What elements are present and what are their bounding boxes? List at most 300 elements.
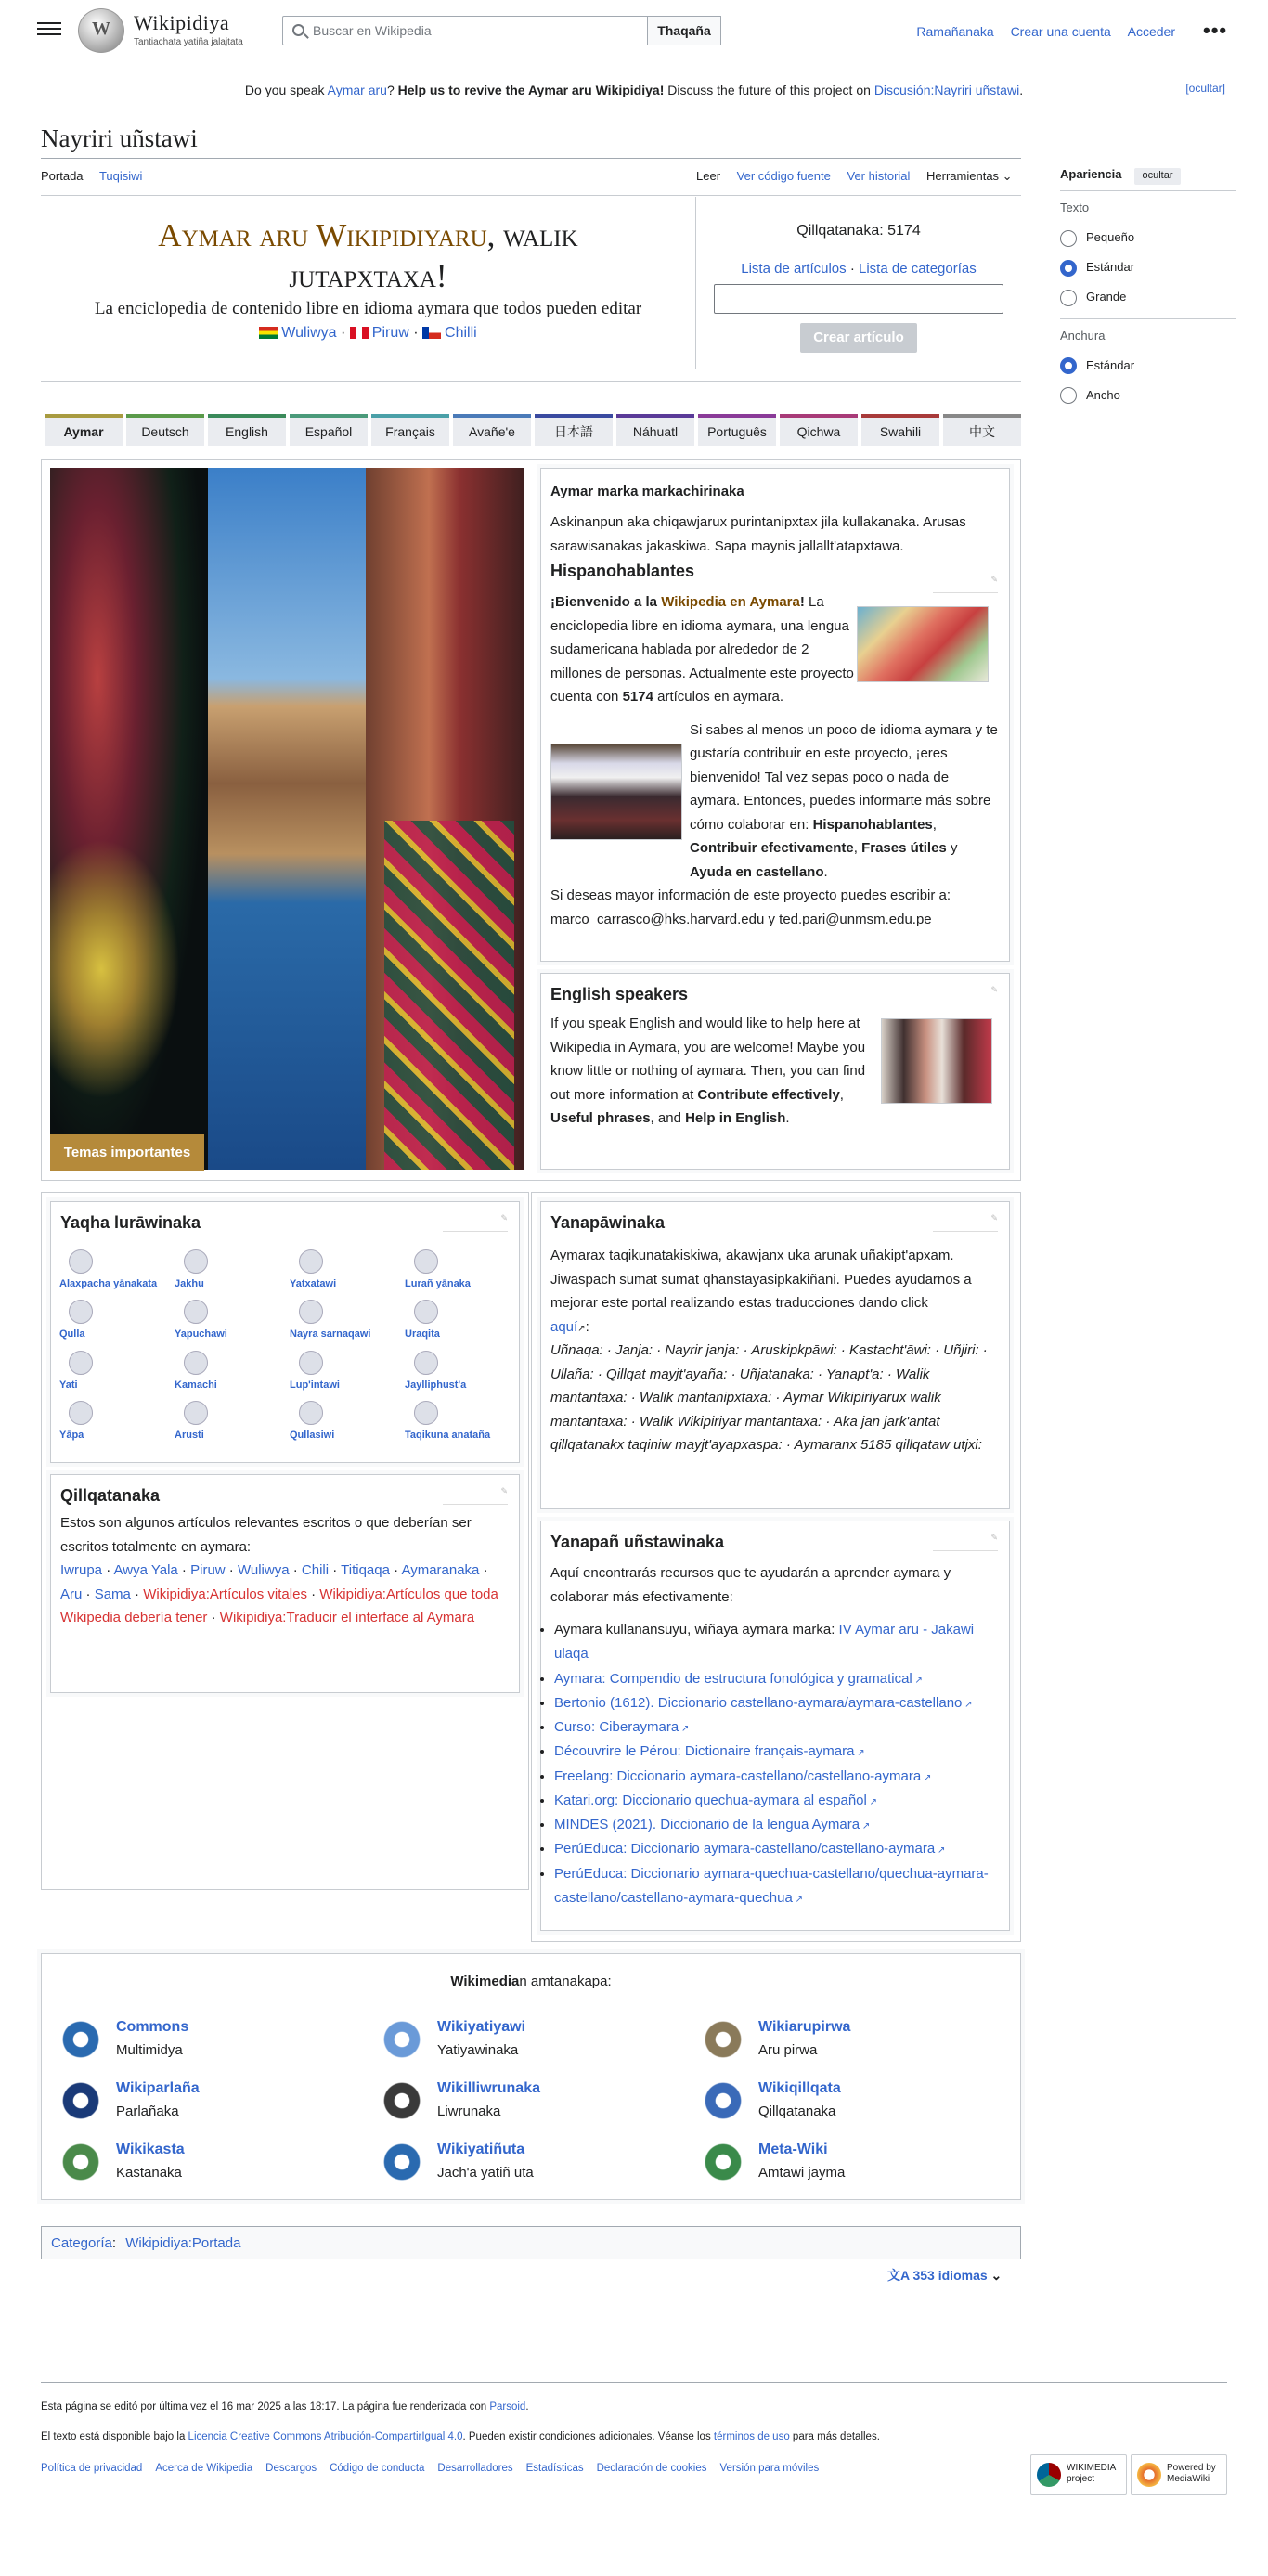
- wikimedia-project-link[interactable]: [60, 2138, 339, 2190]
- panel-text: Estos son algunos artículos relevantes escritos o que deberían ser escritos totalmente en aymara:: [60, 1515, 472, 1555]
- external-link-icon: ↗: [792, 1894, 803, 1905]
- project-description: Qillqatanaka: [758, 2104, 836, 2119]
- project-description: Amtawi jayma: [758, 2165, 846, 2181]
- resource-link[interactable]: MINDES (2021). Diccionario de la lengua Aymara: [554, 1817, 860, 1833]
- activity-label: Kamachi: [175, 1379, 217, 1391]
- footer-link[interactable]: Descargos: [265, 2463, 317, 2474]
- create-article-button[interactable]: Crear artículo: [800, 323, 917, 353]
- project-description: Multimidya: [116, 2042, 183, 2058]
- activity-link[interactable]: [59, 1351, 175, 1392]
- wikimedia-project-badge[interactable]: [1030, 2454, 1127, 2495]
- translate-icon: 文A: [887, 2268, 913, 2283]
- width-wide[interactable]: [1060, 381, 1236, 410]
- activity-label: Alaxpacha yānakata: [59, 1278, 158, 1289]
- project-name: Wikiarupirwa: [758, 2019, 851, 2035]
- tab-view-source[interactable]: Ver código fuente: [736, 169, 831, 183]
- project-description: Liwrunaka: [437, 2104, 501, 2119]
- resource-link[interactable]: Curso: Ciberaymara: [554, 1719, 679, 1736]
- activity-icon: [69, 1351, 93, 1375]
- activity-icon: [299, 1401, 323, 1425]
- help-link[interactable]: Frases útiles: [861, 840, 947, 857]
- activity-link[interactable]: [59, 1300, 175, 1340]
- category-bar: Categoría: Wikipidiya:Portada: [41, 2226, 1021, 2259]
- language-tab[interactable]: Français: [371, 414, 449, 446]
- edit-icon[interactable]: ✎: [933, 573, 998, 593]
- aymara-map-image: [857, 606, 989, 682]
- badge-label: WIKIMEDIA project: [1067, 2463, 1116, 2484]
- wikimedia-project-link[interactable]: [60, 2077, 339, 2129]
- featured-images: [50, 468, 524, 1170]
- panel-title: English speakers: [550, 985, 689, 1003]
- resource-link[interactable]: Bertonio (1612). Diccionario castellano-aymara/aymara-castellano: [554, 1694, 963, 1711]
- language-tab[interactable]: Avañe'e: [453, 414, 531, 446]
- external-link-icon: ↗: [679, 1724, 690, 1735]
- wikipedia-aymara-link[interactable]: Wikipedia en Aymara: [661, 594, 800, 611]
- activity-link[interactable]: [175, 1351, 290, 1392]
- activity-link[interactable]: [290, 1249, 405, 1290]
- textile-image: [50, 468, 208, 1170]
- wordmark[interactable]: Wikipidiya: [134, 11, 230, 34]
- edit-icon[interactable]: ✎: [443, 1484, 508, 1505]
- license-link[interactable]: Licencia Creative Commons Atribución-CompartirIgual 4.0: [188, 2431, 463, 2442]
- language-tab[interactable]: Náhuatl: [616, 414, 694, 446]
- activity-link[interactable]: [290, 1351, 405, 1392]
- activity-icon: [299, 1351, 323, 1375]
- article-link[interactable]: Iwrupa: [60, 1562, 103, 1579]
- donate-link[interactable]: Ramañanaka: [916, 24, 994, 39]
- footer-link[interactable]: Declaración de cookies: [596, 2463, 707, 2474]
- panel-text: Askinanpun aka chiqawjarux purintanipxtax jila kullakanaka. Arusas sarawisanakas jakaskiwa. Sapa maynis jallallt'atapxtawa.: [550, 514, 966, 554]
- radio-label: Grande: [1086, 290, 1127, 304]
- footer-links: [41, 2460, 832, 2477]
- text: If you speak English and would like to help here at Wikipedia in Aymara, you are welcome! Maybe you know little or nothing of aymara. Then, you can find out more information at: [550, 1016, 866, 1103]
- notice-text: .: [1019, 83, 1024, 97]
- activity-label: Yāpa: [59, 1429, 84, 1441]
- text: La enciclopedia libre en idioma aymara, una lengua sudamericana hablada por alrededor de 2 millones de personas. Actualmente este proyecto cuenta con: [550, 594, 854, 705]
- activity-icon: [69, 1401, 93, 1425]
- tab-read[interactable]: Leer: [696, 169, 721, 183]
- list-item: [554, 1740, 1000, 1764]
- activity-link[interactable]: [290, 1401, 405, 1442]
- language-tab[interactable]: English: [208, 414, 286, 446]
- activity-icon: [69, 1249, 93, 1274]
- wikisource-icon: [703, 2080, 744, 2121]
- article-link[interactable]: Sama: [94, 1586, 131, 1602]
- article-link[interactable]: Titiqaqa: [341, 1562, 390, 1579]
- project-description: Parlañaka: [116, 2104, 179, 2119]
- activity-link[interactable]: [175, 1300, 290, 1340]
- category-label-link[interactable]: Categoría: [51, 2235, 112, 2251]
- translation-terms: Uñnaqa: · Janja: · Nayrir janja: · Aruskipkpāwi: · Kastacht'āwi: · Uñjiri: · Ullaña: · Qillqat mayjt'ayaña: · Uñjatanaka: · Yanapt'a: · Walik mantantaxa: · Walik mantanipxtaxa: · Aymar Wikipiriyarux walik mantantaxa: · Walik Wikipiriyar mantantaxa: · Aka jan jark'antat qillqatanakx taqiniw mayjt'ayapxaspa: · Aymaranx 5185 qillqataw utjxi:: [550, 1342, 988, 1454]
- resource-link[interactable]: Aymara: Compendio de estructura fonológica y gramatical: [554, 1670, 912, 1687]
- activity-label: Arusti: [175, 1429, 204, 1441]
- help-link[interactable]: Ayuda en castellano: [690, 863, 824, 880]
- project-name: Meta-Wiki: [758, 2142, 828, 2157]
- musician-image: [366, 468, 524, 1170]
- external-link-icon: ↗: [935, 1845, 946, 1857]
- activity-link[interactable]: [59, 1401, 175, 1442]
- panel-title: Aymar marka markachirinaka: [550, 484, 744, 499]
- tab-discussion[interactable]: Tuqisiwi: [98, 169, 143, 183]
- language-tab[interactable]: Español: [290, 414, 368, 446]
- license-text: [41, 2428, 880, 2445]
- text: para más detalles.: [789, 2431, 880, 2442]
- radio-label: Pequeño: [1086, 230, 1135, 245]
- panel-title: Yanapañ uñstawinaka: [550, 1533, 725, 1551]
- list-item: [554, 1862, 1000, 1911]
- edit-icon[interactable]: ✎: [933, 1211, 998, 1232]
- lake-titicaca-image: [208, 468, 366, 1170]
- activity-icon: [184, 1249, 208, 1274]
- important-topics-button[interactable]: Temas importantes: [50, 1134, 204, 1171]
- activity-link[interactable]: [405, 1351, 520, 1392]
- text: Aymara kullanansuyu, wiñaya aymara marka:: [554, 1622, 839, 1638]
- bold-text: Wikimedia: [450, 1974, 520, 1989]
- article-link[interactable]: Chili: [301, 1562, 330, 1579]
- more-options-icon[interactable]: •••: [1203, 19, 1228, 42]
- width-standard[interactable]: [1060, 351, 1236, 381]
- activity-label: Lurañ yānaka: [405, 1278, 471, 1289]
- notice-discussion-link[interactable]: Discusión:Nayriri uñstawi: [873, 83, 1020, 97]
- text-size-large[interactable]: [1060, 283, 1236, 313]
- help-panel: [540, 1201, 1010, 1509]
- parsoid-link[interactable]: Parsoid: [489, 2401, 526, 2413]
- list-item: [554, 1789, 1000, 1813]
- list-item: [554, 1813, 1000, 1837]
- help-link[interactable]: Contribuir efectivamente: [690, 840, 854, 857]
- edit-icon[interactable]: ✎: [933, 1531, 998, 1551]
- external-link-icon: ↗: [860, 1821, 871, 1832]
- wikimedia-project-link[interactable]: [703, 2077, 981, 2129]
- country-links: Wuliwya · Piruw · Chilli: [41, 321, 695, 345]
- activity-link[interactable]: [405, 1401, 520, 1442]
- create-account-link[interactable]: Crear una cuenta: [1010, 24, 1111, 39]
- welcome-subtitle: La enciclopedia de contenido libre en idioma aymara que todos pueden editar: [94, 298, 642, 318]
- activity-label: Jaylliphust'a: [405, 1379, 467, 1391]
- article-link[interactable]: Aru: [60, 1586, 83, 1602]
- radio-selected-icon: [1060, 357, 1077, 374]
- external-link-icon: ↗: [854, 1748, 865, 1759]
- category-link[interactable]: Wikipidiya:Portada: [125, 2235, 241, 2251]
- main-menu-icon[interactable]: [37, 19, 61, 39]
- radio-icon: [1060, 290, 1077, 306]
- languages-button[interactable]: [887, 2265, 1002, 2285]
- project-name: Wikiqillqata: [758, 2080, 841, 2096]
- language-tab[interactable]: Aymar: [45, 414, 123, 446]
- text: . Pueden existir condiciones adicionales. Véanse los: [462, 2431, 714, 2442]
- list-item: [554, 1691, 1000, 1715]
- contact-text: Si deseas mayor información de este proyecto puedes escribir a: marco_carrasco@hks.harvard.edu y ted.pari@unmsm.edu.pe: [550, 887, 951, 927]
- help-link[interactable]: Help in English: [685, 1110, 786, 1127]
- classroom-image: [550, 744, 682, 840]
- welcome-title-text: jutapxtaxa!: [289, 257, 447, 294]
- text: Esta página se editó por última vez el 16 mar 2025 a las 18:17. La página fue renderizada con: [41, 2401, 490, 2413]
- text: Si sabes al menos un poco de idioma aymara y te gustaría contribuir en este proyecto, ¡eres bienvenido! Tal vez sepas poco o nada de aymara. Entonces, puedes informarte más sobre cómo colaborar en:: [690, 721, 998, 833]
- wikimedia-project-link[interactable]: [703, 2015, 981, 2067]
- welcome-title-text: , walik: [486, 217, 578, 253]
- resource-link[interactable]: PerúEduca: Diccionario aymara-quechua-castellano/quechua-aymara-castellano/castellano-aymara-quechua: [554, 1865, 989, 1906]
- welcome-hero: Aymar aru Wikipidiyaru, walik jutapxtaxa! La enciclopedia de contenido libre en idioma aymara que todos pueden editar Wuliwya · Piruw · Chilli Qillqatanaka: 5174 Lista de artículos · Lista de categorías Crear artículo: [41, 197, 1021, 381]
- country-link[interactable]: Chilli: [445, 324, 477, 341]
- missing-article-link[interactable]: Wikipidiya:Artículos vitales: [143, 1586, 307, 1602]
- site-header: [0, 0, 1268, 61]
- create-article-input[interactable]: [714, 284, 1003, 314]
- activity-label: Jakhu: [175, 1278, 204, 1289]
- text-size-small[interactable]: [1060, 224, 1236, 253]
- tools-dropdown[interactable]: Herramientas ⌄: [926, 169, 1013, 183]
- wikinews-icon: [382, 2019, 422, 2060]
- activity-label: Yatxatawi: [290, 1278, 337, 1289]
- project-name: Wikiparlaña: [116, 2080, 200, 2096]
- activity-icon: [299, 1300, 323, 1324]
- list-item: [554, 1618, 1000, 1667]
- project-description: Jach'a yatiñ uta: [437, 2165, 534, 2181]
- page-title: Nayriri uñstawi: [41, 124, 198, 152]
- languages-label: 353 idiomas: [912, 2268, 988, 2283]
- project-name: Commons: [116, 2019, 189, 2035]
- list-item: [554, 1715, 1000, 1740]
- radio-icon: [1060, 387, 1077, 404]
- activity-icon-grid: [59, 1249, 520, 1442]
- radio-label: Ancho: [1086, 387, 1120, 402]
- external-link-icon: ↗: [962, 1699, 973, 1710]
- wikiversity-icon: [382, 2142, 422, 2182]
- badge-label: Powered by MediaWiki: [1167, 2463, 1216, 2484]
- wikimedia-title: [42, 1971, 1020, 1993]
- radio-label: Estándar: [1086, 260, 1135, 275]
- list-item: [554, 1765, 1000, 1789]
- divider: [41, 158, 1021, 159]
- wikimedia-project-link[interactable]: [60, 2015, 339, 2067]
- wikimedia-logo-icon: [1037, 2463, 1061, 2487]
- language-tab[interactable]: 中文: [943, 414, 1021, 446]
- missing-article-link[interactable]: Wikipidiya:Traducir el interface al Aymara: [219, 1610, 475, 1626]
- divider: [41, 2382, 1227, 2383]
- list-item: [554, 1837, 1000, 1861]
- activity-link[interactable]: [59, 1249, 175, 1290]
- aymara-intro-panel: [540, 468, 1010, 962]
- bold-text: ¡Bienvenido a la: [550, 594, 662, 611]
- welcome-title: [41, 215, 695, 297]
- wikimedia-project-link[interactable]: [703, 2138, 981, 2190]
- wikiquote-icon: [60, 2080, 101, 2121]
- notice-bold: Help us to revive the Aymar aru Wikipidiya!: [397, 83, 665, 97]
- panel-title: Qillqatanaka: [60, 1486, 161, 1505]
- panel-text: If you speak English and would like to help here at Wikipedia in Aymara, you are welcome! Maybe you know little or nothing of aymara. Then, you can find out more information at Contribute effectively, Useful phrases, and Help in English.: [550, 1016, 866, 1127]
- activity-link[interactable]: [175, 1249, 290, 1290]
- language-tab[interactable]: Swahili: [861, 414, 939, 446]
- help-link[interactable]: Contribute effectively: [697, 1086, 840, 1103]
- edit-icon[interactable]: ✎: [443, 1211, 508, 1232]
- wikimedia-project-link[interactable]: [382, 2138, 660, 2190]
- site-notice: [0, 80, 1268, 102]
- english-speakers-panel: [540, 973, 1010, 1170]
- activity-label: Yapuchawi: [175, 1328, 227, 1340]
- footer-link[interactable]: Versión para móviles: [719, 2463, 820, 2474]
- project-name: Wikikasta: [116, 2142, 185, 2157]
- category-list-link[interactable]: Lista de categorías: [859, 260, 977, 277]
- wikimedia-projects: [41, 1953, 1021, 2200]
- activity-link[interactable]: [175, 1401, 290, 1442]
- footer-link[interactable]: Código de conducta: [330, 2463, 425, 2474]
- divider: [41, 381, 1021, 382]
- chile-flag-icon: [422, 327, 441, 339]
- wiktionary-icon: [703, 2019, 744, 2060]
- activity-link[interactable]: [290, 1300, 405, 1340]
- tab-portada[interactable]: Portada: [41, 169, 84, 183]
- last-edited: Esta página se editó por última vez el 16 mar 2025 a las 18:17. La página fue renderizada con Parsoid.: [41, 2401, 529, 2413]
- radio-selected-icon: [1060, 260, 1077, 277]
- powered-by-mediawiki-badge[interactable]: [1131, 2454, 1227, 2495]
- footer-link[interactable]: Estadísticas: [525, 2463, 584, 2474]
- panel-title: Hispanohablantes: [550, 562, 695, 580]
- activity-label: Nayra sarnaqawi: [290, 1328, 371, 1340]
- search-button[interactable]: Thaqaña: [647, 16, 721, 45]
- user-links: [903, 21, 1175, 42]
- notice-aymara-link[interactable]: Aymar aru: [327, 83, 387, 97]
- activity-icon: [414, 1300, 438, 1324]
- panel-title: Yanapāwinaka: [550, 1213, 666, 1232]
- login-link[interactable]: Acceder: [1127, 24, 1175, 39]
- help-link[interactable]: Useful phrases: [550, 1110, 651, 1127]
- wikimedia-project-link[interactable]: [382, 2015, 660, 2067]
- activity-link[interactable]: [405, 1249, 520, 1290]
- article-link[interactable]: Awya Yala: [113, 1562, 178, 1579]
- activity-label: Lup'intawi: [290, 1379, 340, 1391]
- divider: [41, 195, 1021, 196]
- panel-text: [550, 590, 857, 709]
- external-link-icon: ↗: [577, 1323, 586, 1334]
- activity-link[interactable]: [405, 1300, 520, 1340]
- notice-text: Discuss the future of this project on: [664, 83, 874, 97]
- terms-link[interactable]: términos de uso: [713, 2431, 790, 2442]
- welcome-title-link[interactable]: Aymar aru Wikipidiyaru: [158, 217, 487, 253]
- edit-icon[interactable]: ✎: [933, 983, 998, 1003]
- wikispecies-icon: [60, 2142, 101, 2182]
- hide-notice-link[interactable]: [ocultar]: [1185, 82, 1225, 95]
- external-link-icon: ↗: [921, 1772, 932, 1783]
- activity-label: Qullasiwi: [290, 1429, 335, 1441]
- footer-link[interactable]: Acerca de Wikipedia: [155, 2463, 253, 2474]
- search-box: [282, 16, 648, 45]
- language-tab[interactable]: Qichwa: [780, 414, 858, 446]
- speakers-image: [881, 1018, 992, 1104]
- country-link[interactable]: Piruw: [371, 324, 409, 341]
- text-size-standard[interactable]: [1060, 253, 1236, 283]
- activity-label: Qulla: [59, 1328, 85, 1340]
- article-list-link[interactable]: Lista de artículos: [741, 260, 847, 277]
- search-input[interactable]: [313, 19, 638, 42]
- resource-link[interactable]: IV Aymar aru - Jakawi ulaqa: [554, 1622, 975, 1663]
- article-links: Iwrupa · Awya Yala · Piruw · Wuliwya · Chili · Titiqaqa · Aymaranaka · Aru · Sama · Wikipidiya:Artículos vitales · Wikipidiya:Artículos que toda Wikipedia debería tener · Wikipidiya:Traducir el interface al Aymara: [60, 1562, 498, 1626]
- resource-link[interactable]: Freelang: Diccionario aymara-castellano/castellano-aymara: [554, 1767, 922, 1784]
- footer-link[interactable]: Desarrolladores: [437, 2463, 513, 2474]
- activity-label: Yati: [59, 1379, 78, 1391]
- text-size-label: Texto: [1060, 200, 1090, 214]
- resource-link[interactable]: Katari.org: Diccionario quechua-aymara al español: [554, 1792, 867, 1808]
- text: El texto está disponible bajo la: [41, 2431, 188, 2442]
- appearance-hide-button[interactable]: ocultar: [1134, 168, 1180, 185]
- articles-panel: [50, 1474, 520, 1693]
- project-description: Kastanaka: [116, 2165, 182, 2181]
- activity-icon: [414, 1351, 438, 1375]
- panel-text: Aymarax taqikunatakiskiwa, akawjanx uka arunak uñakipt'apxam. Jiwaspach sumat sumat qhanstayasipkakiñani. Puedes ayudarnos a mejorar este portal realizando estas traducciones dando click aquí↗:: [550, 1248, 972, 1335]
- activity-icon: [414, 1249, 438, 1274]
- panel-text: Si sabes al menos un poco de idioma aymara y te gustaría contribuir en este proyecto, ¡eres bienvenido! Tal vez sepas poco o nada de aymara. Entonces, puedes informarte más sobre cómo colaborar en: Hispanohablantes, Contribuir efectivamente, Frases útiles y Ayuda en castellano.: [690, 721, 998, 880]
- search-icon: [292, 24, 304, 36]
- activity-icon: [184, 1401, 208, 1425]
- project-name: Wikiyatiyawi: [437, 2019, 526, 2035]
- wikimedia-project-link[interactable]: [382, 2077, 660, 2129]
- tagline: Tantiachata yatiña jalajtata: [134, 37, 243, 47]
- bold-text: !: [799, 594, 805, 611]
- panel-text: Aquí encontrarás recursos que te ayudarán a aprender aymara y colaborar más efectivamente:: [550, 1565, 951, 1605]
- language-tab[interactable]: Português: [698, 414, 776, 446]
- external-link-icon: ↗: [912, 1675, 923, 1686]
- article-link[interactable]: Wuliwya: [237, 1562, 290, 1579]
- activity-icon: [184, 1351, 208, 1375]
- project-description: Aru pirwa: [758, 2042, 818, 2058]
- chevron-down-icon: ⌄: [990, 2268, 1003, 2283]
- article-count: 5174: [622, 689, 653, 705]
- language-tab[interactable]: Deutsch: [126, 414, 204, 446]
- wikibooks-icon: [382, 2080, 422, 2121]
- width-label: Anchura: [1060, 328, 1106, 343]
- resource-link[interactable]: Découvrire le Pérou: Dictionaire français-aymara: [554, 1743, 855, 1760]
- text: n amtanakapa:: [519, 1974, 612, 1989]
- language-tabs: [45, 414, 1021, 446]
- project-name: Wikilliwrunaka: [437, 2080, 540, 2096]
- view-tabs: [683, 167, 1013, 187]
- activity-icon: [69, 1300, 93, 1324]
- notice-text: Do you speak: [244, 83, 328, 97]
- country-link[interactable]: Wuliwya: [281, 324, 337, 341]
- radio-label: Estándar: [1086, 357, 1135, 372]
- text: artículos en aymara.: [653, 689, 783, 705]
- activity-icon: [184, 1300, 208, 1324]
- peru-flag-icon: [350, 327, 369, 339]
- activity-icon: [414, 1401, 438, 1425]
- activity-label: Taqikuna anataña: [405, 1429, 491, 1441]
- help-link[interactable]: Hispanohablantes: [812, 816, 933, 833]
- resources-panel: [540, 1521, 1010, 1931]
- wikipedia-globe-logo[interactable]: [78, 8, 124, 53]
- resource-link[interactable]: PerúEduca: Diccionario aymara-castellano/castellano-aymara: [554, 1841, 936, 1858]
- missing-article-link[interactable]: Wikipidiya:Artículos que toda Wikipedia debería tener: [60, 1586, 498, 1626]
- article-link[interactable]: Piruw: [190, 1562, 226, 1579]
- text: Aymarax taqikunatakiskiwa, akawjanx uka arunak uñakipt'apxam. Jiwaspach sumat sumat qhanstayasipkakiñani. Puedes ayudarnos a mejorar este portal realizando estas traducciones dando click: [550, 1248, 972, 1312]
- namespace-tabs: [41, 167, 155, 187]
- footer-link[interactable]: Política de privacidad: [41, 2463, 143, 2474]
- article-link[interactable]: Aymaranaka: [401, 1562, 480, 1579]
- language-tab[interactable]: 日本語: [535, 414, 613, 446]
- mediawiki-logo-icon: [1137, 2463, 1161, 2487]
- tab-history[interactable]: Ver historial: [847, 169, 911, 183]
- metawiki-icon: [703, 2142, 744, 2182]
- external-link-icon: ↗: [866, 1796, 878, 1807]
- commons-icon: [60, 2019, 101, 2060]
- activity-label: Uraqita: [405, 1328, 440, 1340]
- resource-list: [541, 1618, 1000, 1910]
- activity-icon: [299, 1249, 323, 1274]
- project-name: Wikiyatiñuta: [437, 2142, 525, 2157]
- here-link[interactable]: aquí: [550, 1318, 578, 1335]
- appearance-title: Apariencia: [1060, 167, 1122, 181]
- panel-title: Yaqha lurāwinaka: [60, 1213, 201, 1232]
- appearance-panel: [1060, 165, 1236, 410]
- notice-text: ?: [386, 83, 398, 97]
- project-description: Yatiyawinaka: [437, 2042, 519, 2058]
